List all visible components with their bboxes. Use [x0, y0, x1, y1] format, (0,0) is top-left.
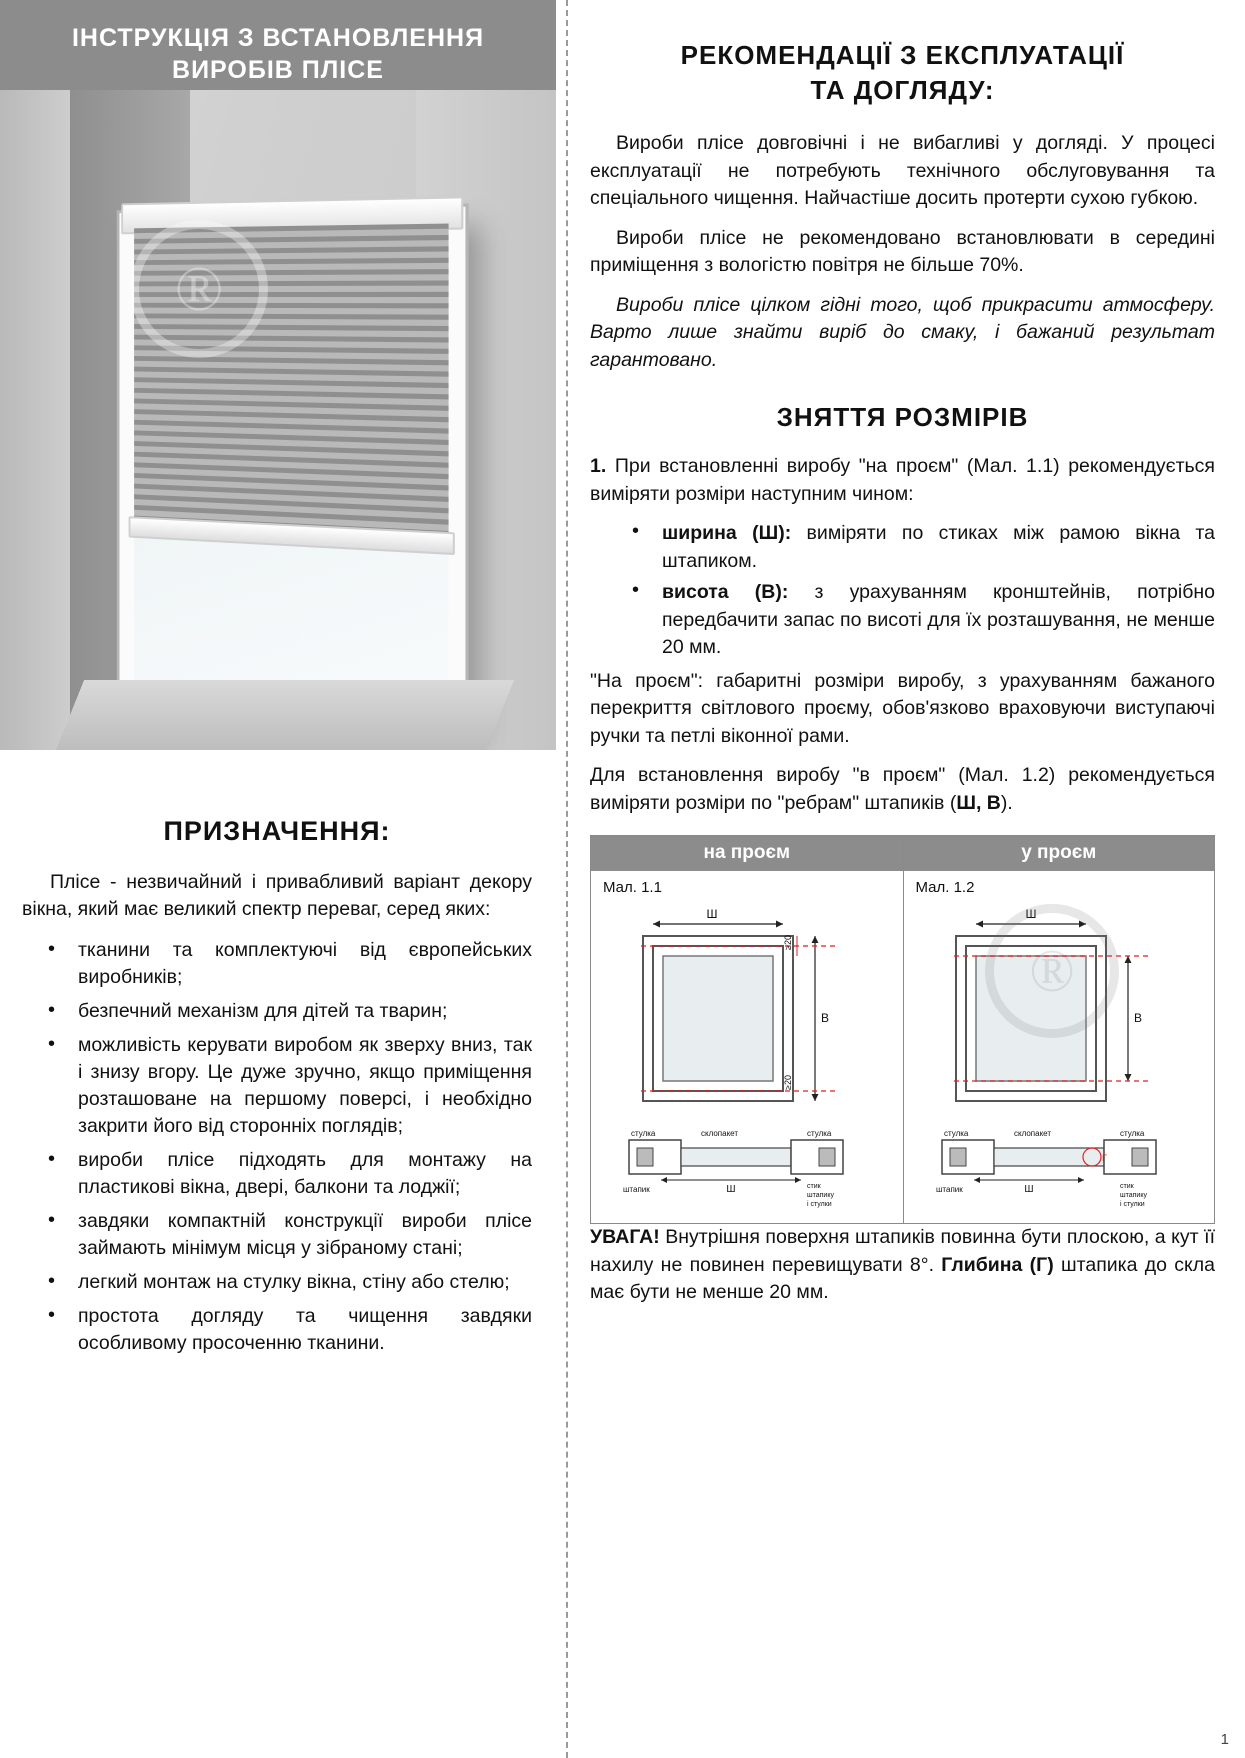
svg-text:стулка: стулка — [1119, 1129, 1144, 1138]
svg-text:Ш: Ш — [1025, 907, 1036, 921]
photo-window-sill — [56, 680, 514, 750]
svg-text:Ш: Ш — [726, 1184, 736, 1195]
svg-text:В: В — [1133, 1011, 1142, 1025]
svg-text:Г: Г — [1101, 1153, 1107, 1163]
svg-text:склопакет: склопакет — [701, 1129, 739, 1138]
document-title-band — [0, 0, 556, 90]
svg-text:стулка: стулка — [631, 1129, 656, 1138]
measuring-note-1: "На проєм": габаритні розміри виробу, з урахуванням бажаного перекриття світлового проєму, обов'язково враховуючи виступаючі ручки та петлі віконної рами. — [590, 669, 1215, 747]
list-item: • легкий монтаж на стулку вікна, стіну або стелю; — [22, 1269, 532, 1296]
care-heading-line1: РЕКОМЕНДАЦІЇ З ЕКСПЛУАТАЦІЇ — [680, 40, 1125, 70]
svg-text:стик: стик — [1119, 1183, 1134, 1190]
list-item — [590, 520, 1215, 575]
measuring-intro — [590, 453, 1215, 508]
figure-1-label: Мал. 1.1 — [603, 879, 662, 896]
list-item: • простота догляду та чищення завдяки особливому просоченню тканини. — [22, 1303, 532, 1357]
figures-table — [590, 835, 1215, 1224]
svg-text:стулка: стулка — [807, 1129, 832, 1138]
list-item: • вироби пліcе підходять для монтажу на пластикові вікна, двері, балкони та лоджії; — [22, 1147, 532, 1201]
svg-text:Ш: Ш — [1023, 1184, 1034, 1195]
measuring-list — [590, 520, 1215, 662]
warning-text-a: Внутрішня поверхня штапиків повинна бути плоскою, а кут її нахилу не повинен перевищувати 8°. — [590, 1226, 1215, 1276]
warning-label: УВАГА! — [590, 1226, 660, 1248]
figure-in-opening — [903, 836, 1215, 1223]
measuring-step-number: 1. — [590, 455, 607, 477]
svg-text:штапик: штапик — [935, 1185, 963, 1194]
measuring-intro-text: При встановленні виробу "на проєм" (Мал. 1.1) рекомендується виміряти розміри наступним чином: — [590, 455, 1215, 505]
list-item: • безпечний механізм для дітей та тварин; — [22, 998, 532, 1025]
figure-2-label: Мал. 1.2 — [915, 879, 975, 896]
svg-text:≥20: ≥20 — [783, 935, 793, 950]
purpose-heading: ПРИЗНАЧЕННЯ: — [163, 816, 391, 846]
list-item: • можливість керувати виробом як зверху вниз, так і знизу вгору. Це дуже зручно, якщо приміщення розташоване на першому поверсі, і необхідно закрити його від сторонніх поглядів; — [22, 1032, 532, 1140]
document-title-line2: ВИРОБІВ ПЛІСЕ — [172, 56, 384, 84]
measure-width-label: ширина (Ш): — [662, 522, 792, 544]
care-paragraph-1: Вироби пліcе довговічні і не вибагливі у догляді. У процесі експлуатації не потребують технічного обслуговування та спеціального чищення. Найчастіше досить протерти сухою губкою. — [590, 132, 1215, 209]
measuring-note-2 — [590, 762, 1215, 817]
warning-text-b: штапика до скла має бути не менше 20 мм. — [590, 1253, 1215, 1303]
figure-2-body — [904, 871, 1215, 1223]
watermark-logo-2: ® — [985, 904, 1119, 1038]
svg-text:штапику: штапику — [1119, 1192, 1147, 1199]
page-number: 1 — [1220, 1731, 1229, 1748]
list-item — [590, 579, 1215, 662]
measure-height-text: з урахуванням кронштейнів, потрібно передбачити запас по висоті для їх розташування, не менше 20 мм. — [662, 581, 1215, 658]
svg-text:В: В — [820, 1011, 830, 1025]
product-photo — [0, 90, 556, 750]
purpose-list — [22, 937, 532, 1357]
care-heading — [590, 38, 1215, 108]
svg-text:склопакет: склопакет — [1013, 1129, 1051, 1138]
svg-text:стулка: стулка — [943, 1129, 968, 1138]
care-paragraph-2: Вироби пліcе не рекомендовано встановлювати в середині приміщення з вологістю повітря не більше 70%. — [590, 226, 1215, 276]
document-title-line1: ІНСТРУКЦІЯ З ВСТАНОВЛЕННЯ — [71, 24, 485, 52]
svg-text:штапику: штапику — [807, 1192, 834, 1199]
figure-on-opening — [591, 836, 903, 1223]
figure-2-header: у проєм — [904, 836, 1215, 871]
right-column — [556, 0, 1245, 1758]
measuring-note-2c: ). — [1000, 791, 1013, 814]
svg-text:стик: стик — [807, 1183, 821, 1190]
watermark-logo: ® — [130, 220, 268, 358]
warning-bold-term: Глибина (Г) — [941, 1253, 1054, 1276]
figure-1-header: на проєм — [591, 836, 903, 871]
svg-text:і стулки: і стулки — [807, 1201, 832, 1208]
left-column — [0, 0, 556, 1758]
svg-text:Ш: Ш — [706, 907, 718, 921]
list-item: • тканини та комплектуючі від європейських виробників; — [22, 937, 532, 991]
measuring-heading: ЗНЯТТЯ РОЗМІРІВ — [776, 402, 1029, 432]
svg-text:і стулки: і стулки — [1119, 1201, 1145, 1208]
svg-text:штапик: штапик — [623, 1185, 650, 1194]
figure-1-body — [591, 871, 903, 1223]
care-heading-line2: ТА ДОГЛЯДУ: — [810, 75, 995, 105]
measure-width-text: виміряти по стиках між рамою вікна та штапиком. — [662, 522, 1215, 572]
svg-text:≥20: ≥20 — [783, 1075, 793, 1090]
figure-1-drawing — [601, 898, 901, 1216]
measure-height-label: висота (В): — [662, 581, 789, 603]
measuring-note-2-bold: Ш, В — [956, 791, 1001, 814]
photo-wall-left — [0, 90, 70, 750]
list-item: • завдяки компактній конструкції вироби пліcе займають мінімум місця у зібраному стані; — [22, 1208, 532, 1262]
left-body — [0, 750, 556, 1357]
measuring-note-2a: Для встановлення виробу "в проєм" (Мал. 1.2) рекомендується виміряти розміри по "ребрам" штапиків ( — [590, 764, 1215, 814]
warning-note — [590, 1224, 1215, 1307]
purpose-intro: Пліcе - незвичайний і привабливий варіант декору вікна, який має великий спектр переваг, серед яких: — [22, 871, 532, 920]
care-paragraph-3: Вироби пліcе цілком гідні того, щоб прикрасити атмосферу. Варто лише знайти виріб до смаку, і бажаний результат гарантовано. — [590, 293, 1215, 371]
